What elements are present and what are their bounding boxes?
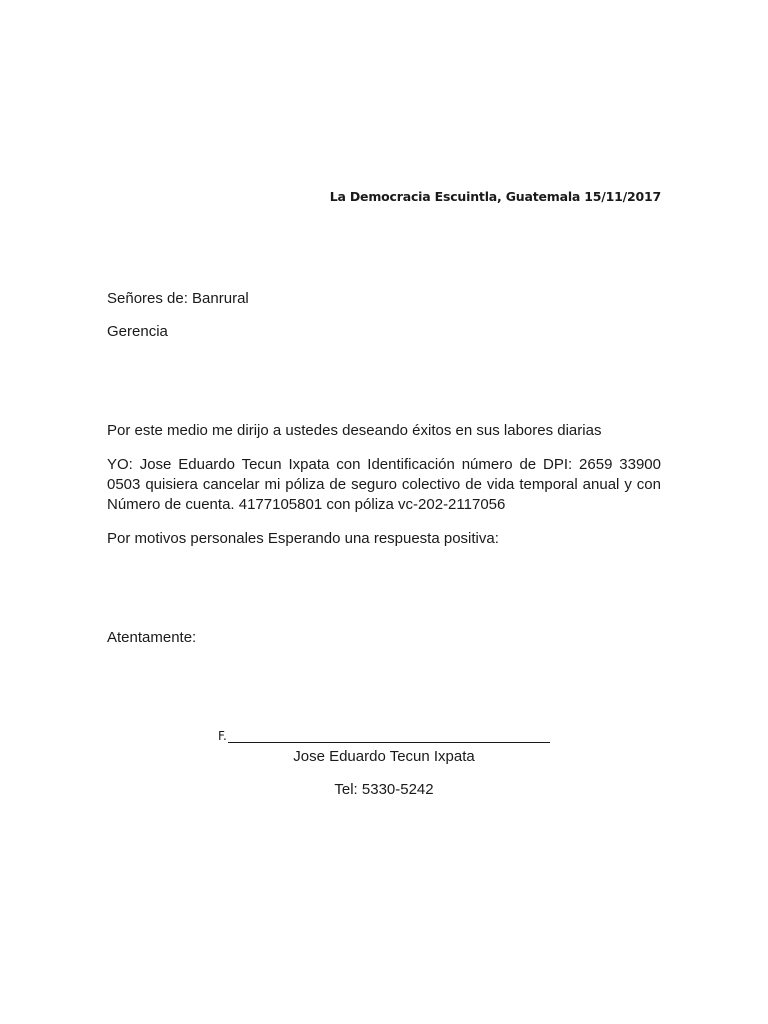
reason-paragraph: Por motivos personales Esperando una respuesta positiva: <box>107 530 499 547</box>
closing-line: Atentamente: <box>107 629 197 646</box>
letter-date-line: La Democracia Escuintla, Guatemala 15/11/2017 <box>329 189 661 204</box>
body-line-3: Número de cuenta. 4177105801 con póliza vc-202-2117056 <box>107 496 506 513</box>
body-line-1: YO: Jose Eduardo Tecun Ixpata con Identificación número de DPI: 2659 33900 <box>107 456 661 473</box>
signature-line <box>228 742 550 743</box>
body-line-2: 0503 quisiera cancelar mi póliza de seguro colectivo de vida temporal anual y con <box>107 476 661 493</box>
intro-paragraph: Por este medio me dirijo a ustedes deseando éxitos en sus labores diarias <box>107 422 602 439</box>
signer-phone: Tel: 5330-5242 <box>334 781 434 798</box>
recipient-line: Señores de: Banrural <box>107 290 249 307</box>
department-line: Gerencia <box>107 323 168 340</box>
body-paragraph <box>107 455 661 515</box>
signer-name: Jose Eduardo Tecun Ixpata <box>293 748 475 765</box>
signature-prefix: F. <box>218 729 227 743</box>
